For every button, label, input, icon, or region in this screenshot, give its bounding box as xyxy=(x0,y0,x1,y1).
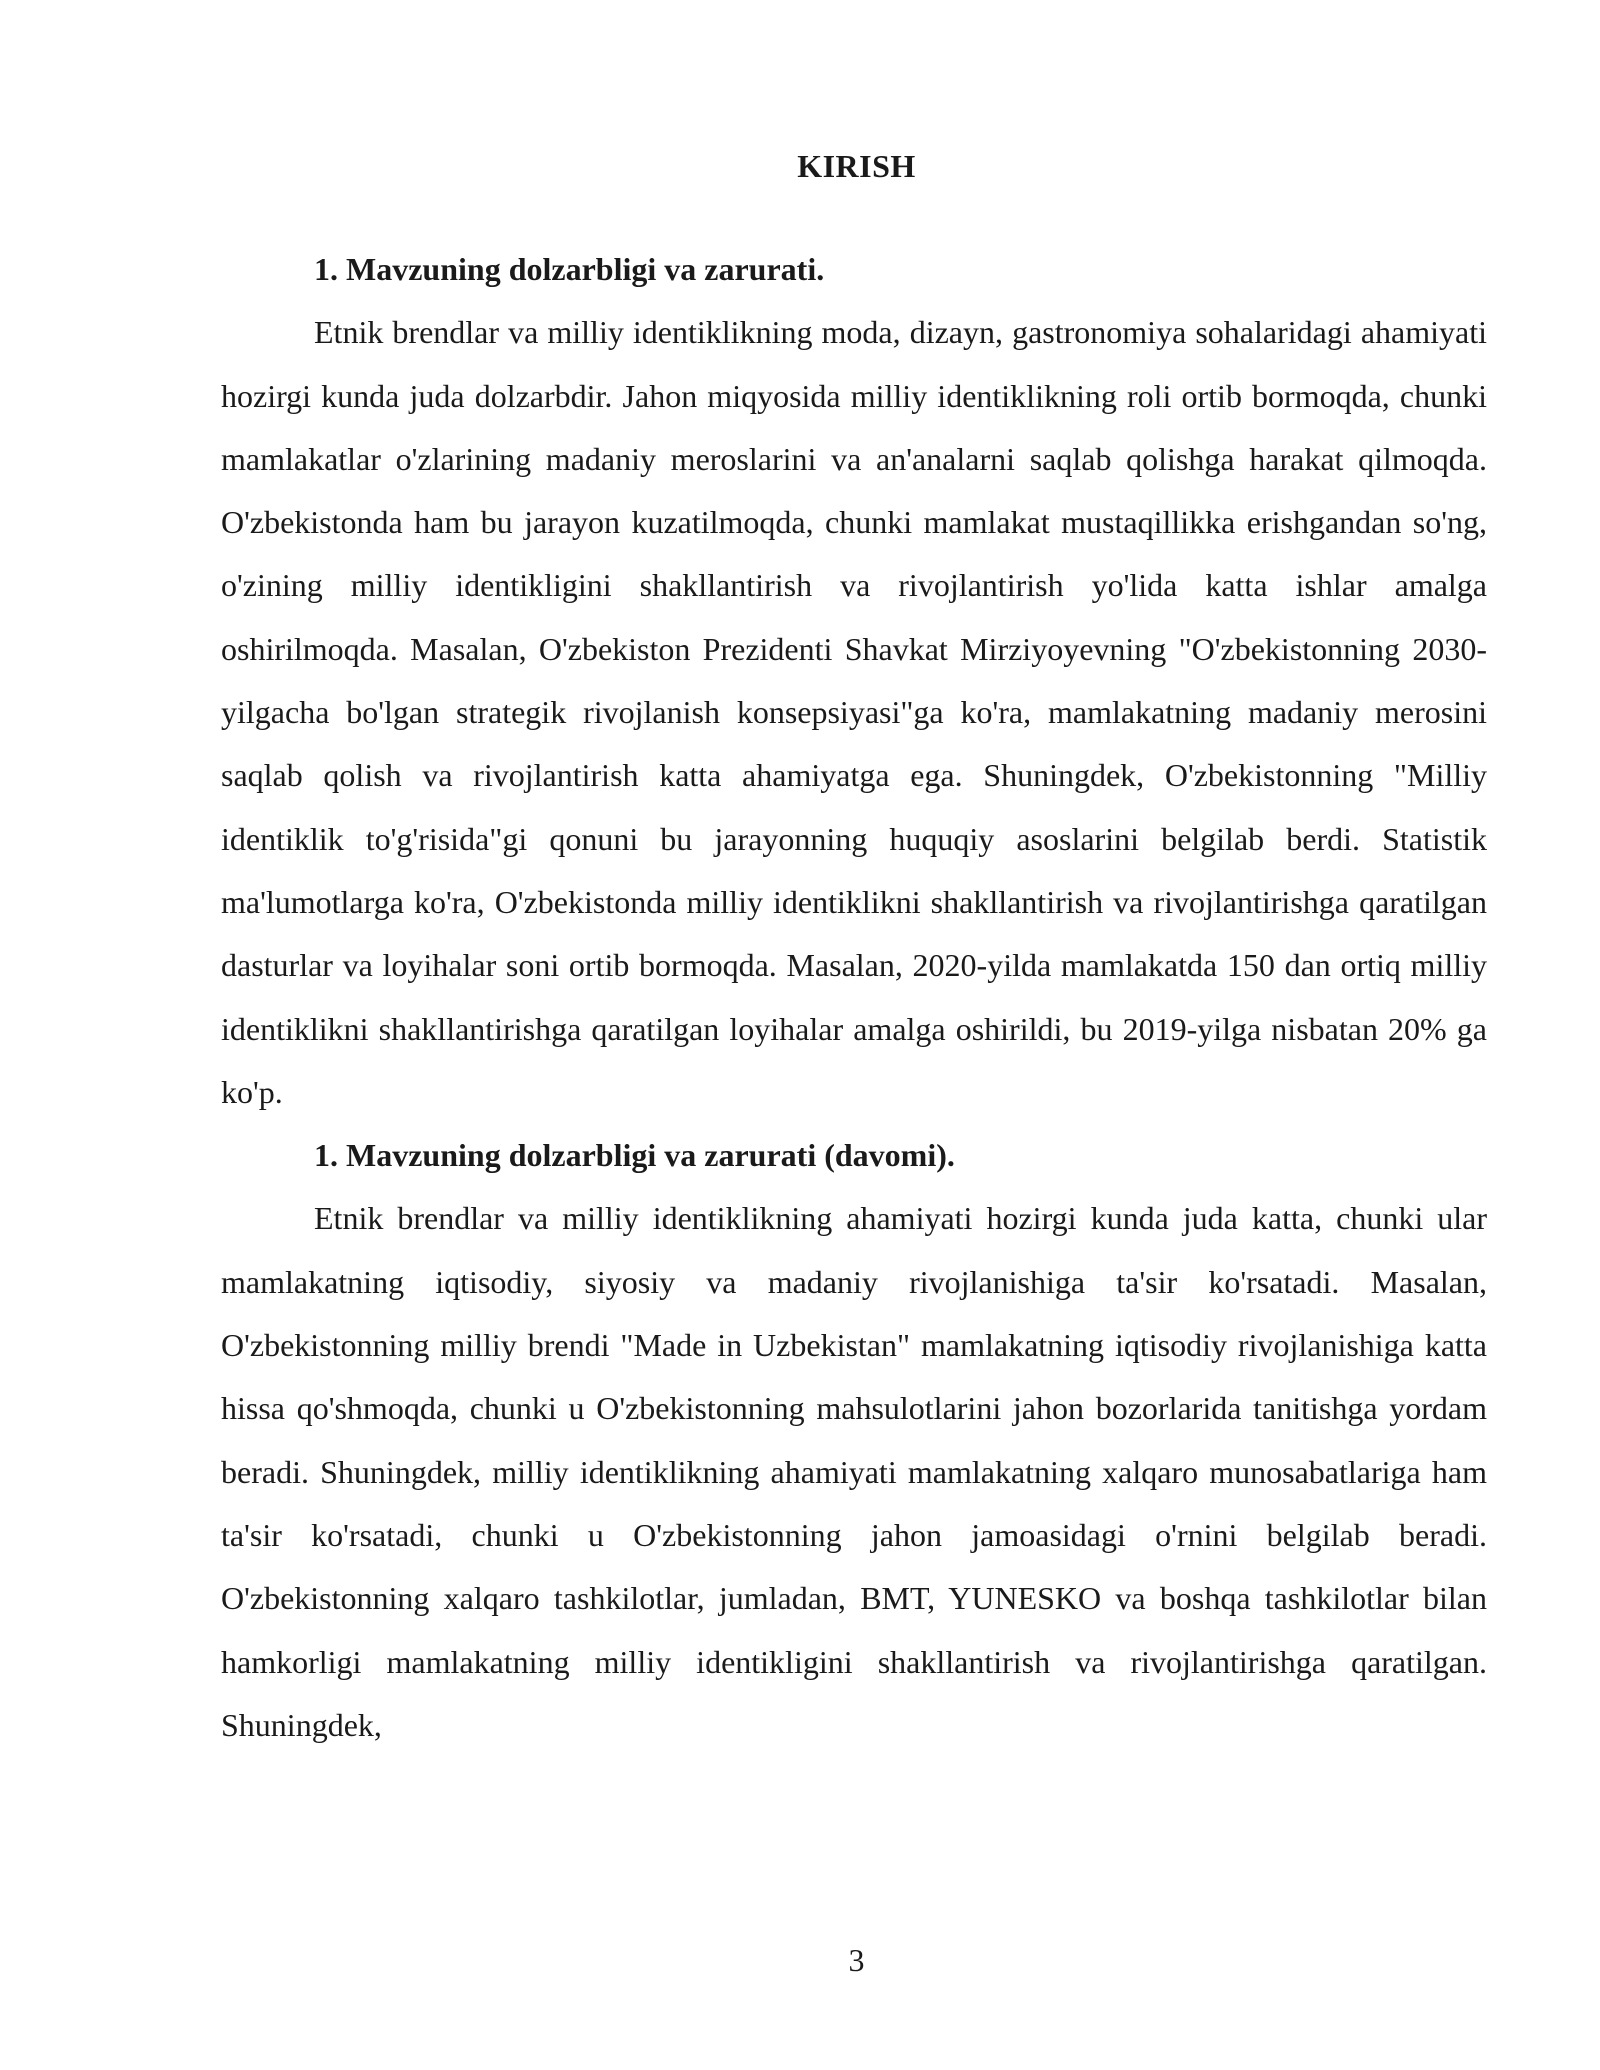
body-text xyxy=(221,238,1487,1757)
page-number: 3 xyxy=(848,1942,865,1978)
section-heading-2: 1. Mavzuning dolzarbligi va zarurati (davomi). xyxy=(314,1137,955,1174)
section-paragraph-1: Etnik brendlar va milliy identiklikning moda, dizayn, gastronomiya sohalaridagi ahamiyati hozirgi kunda juda dolzarbdir. Jahon miqyosida milliy identiklikning roli ortib bormoqda, chunki mamlakatlar o'zlarining madaniy meroslarini va an'analarni saqlab qolishga harakat qilmoqda. O'zbekistonda ham bu jarayon kuzatilmoqda, chunki mamlakat mustaqillikka erishgandan so'ng, o'zining milliy identikligini shakllantirish va rivojlantirish yo'lida katta ishlar amalga oshirilmoqda. Masalan, O'zbekiston Prezidenti Shavkat Mirziyoyevning "O'zbekistonning 2030-yilgacha bo'lgan strategik rivojlanish konsepsiyasi"ga ko'ra, mamlakatning madaniy merosini saqlab qolish va rivojlantirish katta ahamiyatga ega. Shuningdek, O'zbekistonning "Milliy identiklik to'g'risida"gi qonuni bu jarayonning huquqiy asoslarini belgilab berdi. Statistik ma'lumotlarga ko'ra, O'zbekistonda milliy identiklikni shakllantirish va rivojlantirishga qaratilgan dasturlar va loyihalar soni ortib bormoqda. Masalan, 2020-yilda mamlakatda 150 dan ortiq milliy identiklikni shakllantirishga qaratilgan loyihalar amalga oshirildi, bu 2019-yilga nisbatan 20% ga ko'p. xyxy=(221,314,1487,1110)
page-title: KIRISH xyxy=(797,148,916,184)
section-heading-1: 1. Mavzuning dolzarbligi va zarurati. xyxy=(314,251,825,287)
section-paragraph-2: Etnik brendlar va milliy identiklikning ahamiyati hozirgi kunda juda katta, chunki ular mamlakatning iqtisodiy, siyosiy va madaniy rivojlanishiga ta'sir ko'rsatadi. Masalan, O'zbekistonning milliy brendi "Made in Uzbekistan" mamlakatning iqtisodiy rivojlanishiga katta hissa qo'shmoqda, chunki u O'zbekistonning mahsulotlarini jahon bozorlarida tanitishga yordam beradi. Shuningdek, milliy identiklikning ahamiyati mamlakatning xalqaro munosabatlariga ham ta'sir ko'rsatadi, chunki u O'zbekistonning jahon jamoasidagi o'rnini belgilab beradi. O'zbekistonning xalqaro tashkilotlar, jumladan, BMT, YUNESKO va boshqa tashkilotlar bilan hamkorligi mamlakatning milliy identikligini shakllantirish va rivojlantirishga qaratilgan. Shuningdek, xyxy=(221,1200,1487,1743)
